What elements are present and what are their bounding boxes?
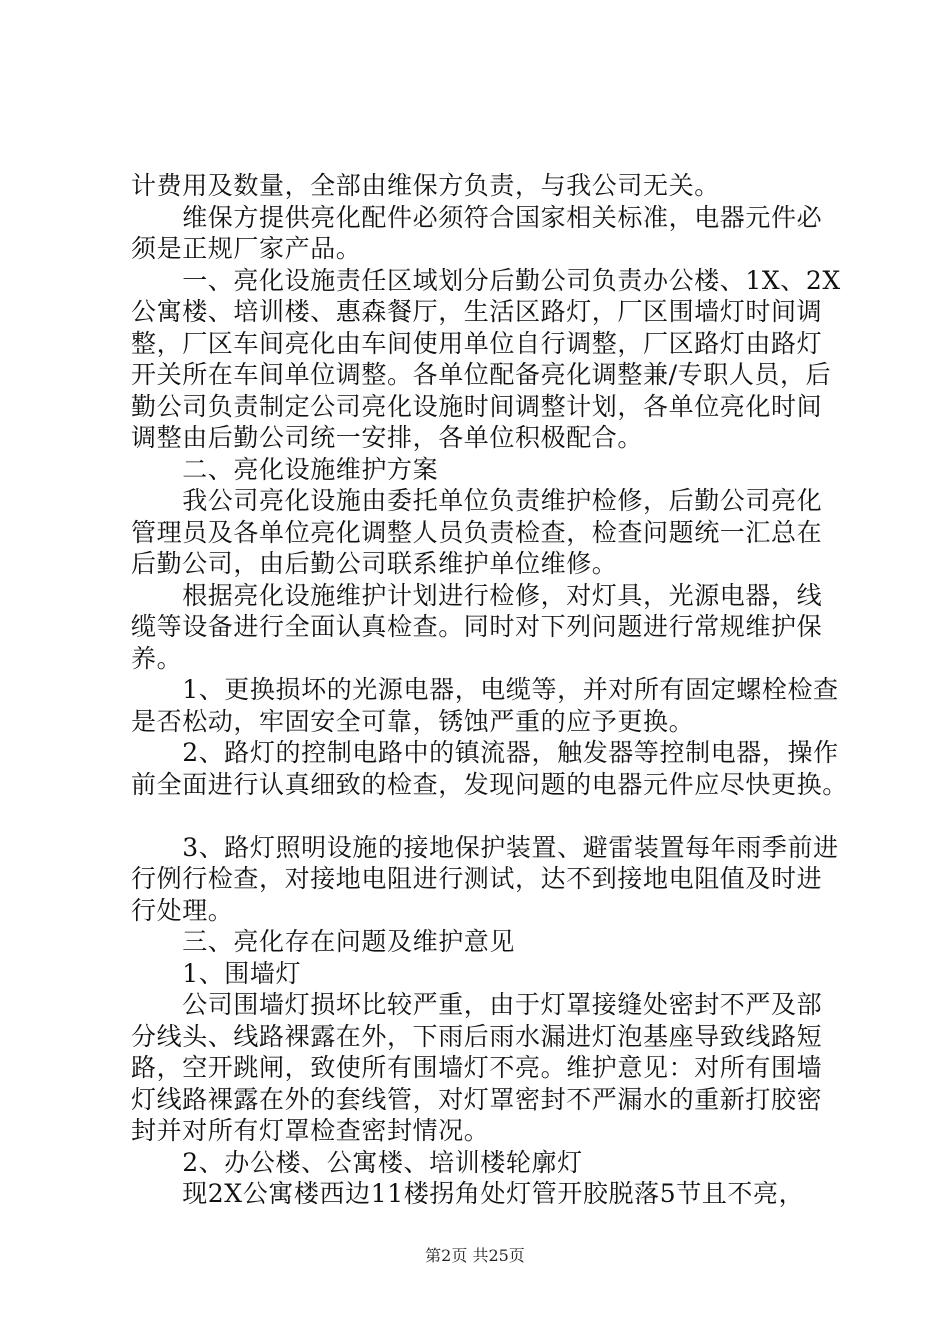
text-line: 缆等设备进行全面认真检查。同时对下列问题进行常规维护保 xyxy=(131,612,823,641)
list-item: 2、路灯的控制电路中的镇流器，触发器等控制电器，操作 xyxy=(131,738,839,767)
text-line: 根据亮化设施维护计划进行检修，对灯具，光源电器，线 xyxy=(131,580,823,610)
text-line: 封并对所有灯罩检查密封情况。 xyxy=(131,1116,490,1145)
subsection-heading: 1、围墙灯 xyxy=(131,958,302,988)
text-line: 行处理。 xyxy=(131,895,234,925)
document-body xyxy=(131,170,848,1210)
text-line: 计费用及数量，全部由维保方负责，与我公司无关。 xyxy=(131,171,720,200)
section-heading: 二、亮化设施维护方案 xyxy=(131,454,439,484)
text-line: 公寓楼、培训楼、惠森餐厅，生活区路灯，厂区围墙灯时间调 xyxy=(131,297,823,326)
subsection-heading: 2、办公楼、公寓楼、培训楼轮廓灯 xyxy=(131,1147,583,1177)
list-item: 3、路灯照明设施的接地保护装置、避雷装置每年雨季前进 xyxy=(131,832,839,862)
text-line: 须是正规厂家产品。 xyxy=(131,234,362,263)
text-line: 管理员及各单位亮化调整人员负责检查，检查问题统一汇总在 xyxy=(131,517,823,547)
text-line: 行例行检查，对接地电阻进行测试，达不到接地电阻值及时进 xyxy=(131,864,823,893)
text-line: 一、亮化设施责任区域划分后勤公司负责办公楼、1X、2X xyxy=(131,265,841,295)
list-item: 1、更换损坏的光源电器，电缆等，并对所有固定螺栓检查 xyxy=(131,675,839,704)
text-line: 勤公司负责制定公司亮化设施时间调整计划，各单位亮化时间 xyxy=(131,391,823,421)
text-line: 开关所在车间单位调整。各单位配备亮化调整兼/专职人员，后 xyxy=(131,360,832,389)
text-line: 后勤公司，由后勤公司联系维护单位维修。 xyxy=(131,549,618,578)
text-line: 现2X公寓楼西边11楼拐角处灯管开胶脱落5节且不亮， xyxy=(131,1179,805,1208)
text-line: 是否松动，牢固安全可靠，锈蚀严重的应予更换。 xyxy=(131,706,695,736)
blank-line xyxy=(131,800,831,832)
text-line: 整，厂区车间亮化由车间使用单位自行调整，厂区路灯由路灯 xyxy=(131,328,823,358)
section-heading: 三、亮化存在问题及维护意见 xyxy=(131,927,516,956)
text-line: 前全面进行认真细致的检查，发现问题的电器元件应尽快更换。 xyxy=(131,769,848,799)
text-line: 灯线路裸露在外的套线管，对灯罩密封不严漏水的重新打胶密 xyxy=(131,1084,823,1114)
text-line: 分线头、线路裸露在外，下雨后雨水漏进灯泡基座导致线路短 xyxy=(131,1021,823,1051)
text-line: 维保方提供亮化配件必须符合国家相关标准，电器元件必 xyxy=(131,202,823,232)
text-line: 路，空开跳闸，致使所有围墙灯不亮。维护意见：对所有围墙 xyxy=(131,1053,823,1082)
text-line: 我公司亮化设施由委托单位负责维护检修，后勤公司亮化 xyxy=(131,486,823,515)
text-line: 公司围墙灯损坏比较严重，由于灯罩接缝处密封不严及部 xyxy=(131,990,823,1019)
text-line: 调整由后勤公司统一安排，各单位积极配合。 xyxy=(131,423,644,452)
text-line: 养。 xyxy=(131,643,183,673)
page-number-footer: 第2页 共25页 xyxy=(425,1246,525,1265)
